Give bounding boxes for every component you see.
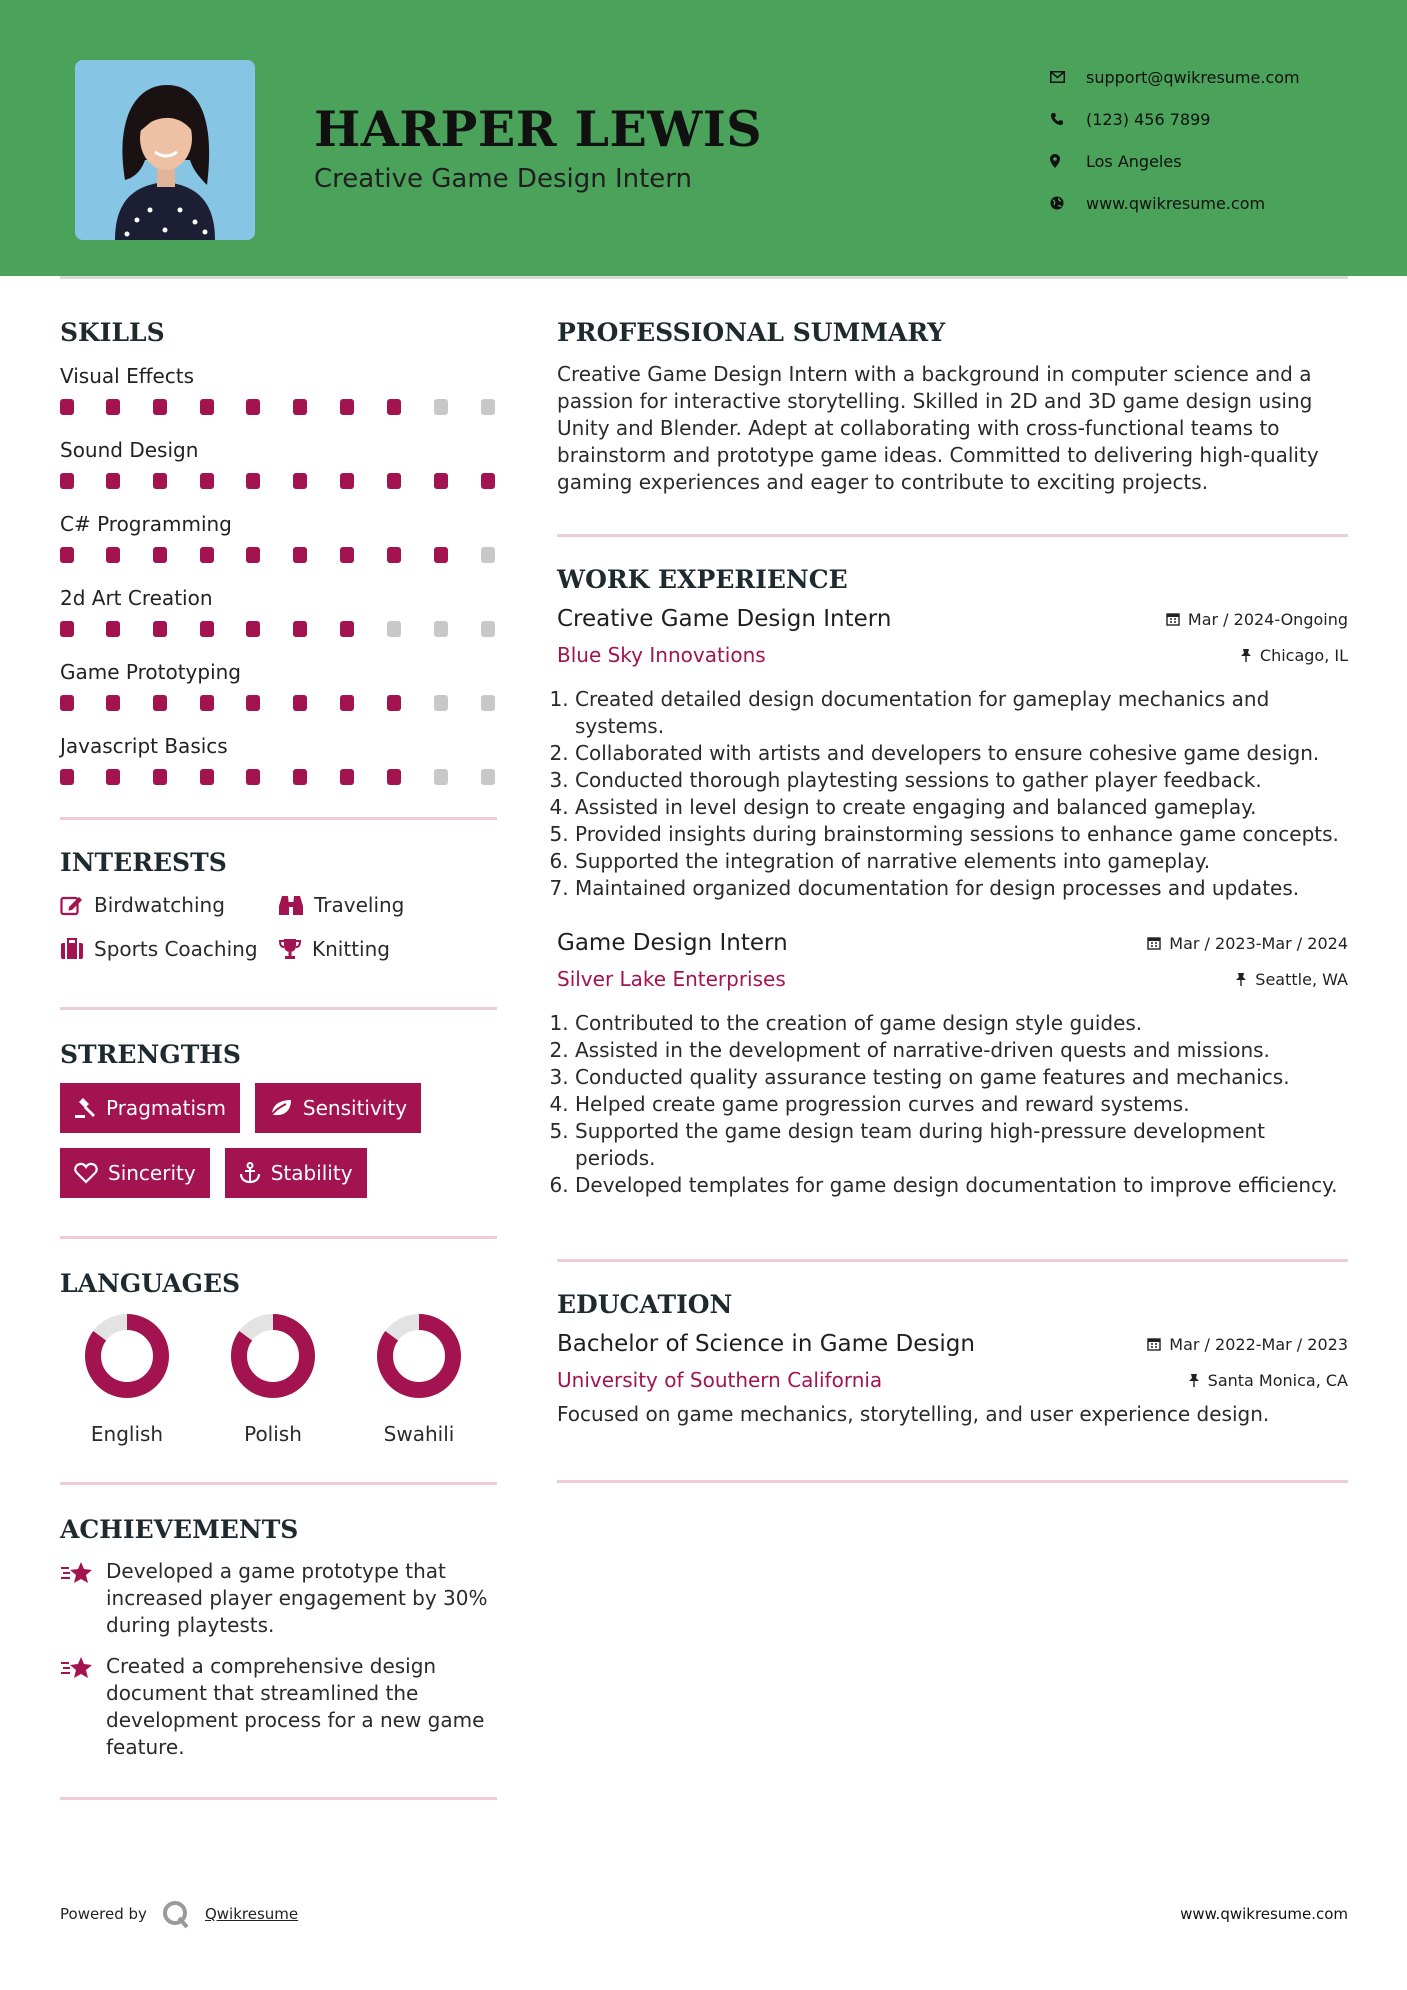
skill-item	[60, 657, 497, 731]
rating-dot-filled	[387, 769, 401, 785]
job-dates	[1147, 934, 1348, 953]
rating-dot-empty	[481, 547, 495, 563]
skill-rating	[60, 465, 497, 509]
contact-phone[interactable]	[1050, 98, 1380, 140]
rating-dot-filled	[106, 695, 120, 711]
achievement-item	[60, 1653, 497, 1761]
job-location	[1240, 646, 1348, 665]
rating-dot-filled	[106, 547, 120, 563]
rating-dot-filled	[293, 769, 307, 785]
job-entry	[557, 600, 1348, 902]
language-item	[218, 1312, 328, 1446]
job-dates	[1166, 610, 1348, 629]
job-location	[1235, 970, 1348, 989]
education-title: EDUCATION	[557, 1290, 733, 1319]
rating-dot-filled	[481, 473, 495, 489]
interest-label: Knitting	[312, 937, 390, 961]
rating-dot-filled	[246, 399, 260, 415]
duty-item: 2. Collaborated with artists and developers to ensure cohesive game design.	[575, 740, 1348, 767]
section-divider	[60, 817, 497, 820]
duty-item: 1. Contributed to the creation of game design style guides.	[575, 1010, 1348, 1037]
section-divider	[557, 1480, 1348, 1483]
rating-dot-filled	[340, 547, 354, 563]
rating-dot-filled	[153, 621, 167, 637]
rating-dot-filled	[387, 547, 401, 563]
briefcase-icon	[60, 938, 84, 960]
contact-website[interactable]	[1050, 182, 1380, 224]
rating-dot-filled	[293, 621, 307, 637]
right-column	[557, 318, 1348, 1483]
rating-dot-filled	[434, 473, 448, 489]
education-description: Focused on game mechanics, storytelling, and user experience design.	[557, 1402, 1270, 1426]
trophy-icon	[278, 938, 302, 960]
rating-dot-filled	[200, 547, 214, 563]
section-divider	[557, 1259, 1348, 1262]
skill-rating	[60, 391, 497, 435]
language-donut	[83, 1312, 171, 1400]
rating-dot-filled	[293, 473, 307, 489]
school-name: University of Southern California	[557, 1368, 883, 1392]
interest-item	[60, 891, 278, 919]
duties-list	[557, 686, 1348, 902]
skill-name: Game Prototyping	[60, 660, 242, 684]
rating-dot-filled	[60, 547, 74, 563]
contact-email[interactable]	[1050, 56, 1380, 98]
skill-item	[60, 435, 497, 509]
rating-dot-empty	[481, 621, 495, 637]
section-divider	[60, 1482, 497, 1485]
rating-dot-filled	[387, 695, 401, 711]
rating-dot-filled	[246, 621, 260, 637]
rating-dot-empty	[481, 695, 495, 711]
achievement-text: Created a comprehensive design document that streamlined the development process for a new game feature.	[106, 1654, 485, 1759]
rating-dot-filled	[246, 473, 260, 489]
duty-item: 6. Supported the integration of narrative elements into gameplay.	[575, 848, 1348, 875]
interest-item	[278, 935, 497, 963]
rating-dot-empty	[434, 695, 448, 711]
strengths-section	[60, 1040, 497, 1198]
powered-by-text: Powered by	[60, 1905, 147, 1923]
section-divider	[60, 1797, 497, 1800]
language-donut	[375, 1312, 463, 1400]
header-divider	[60, 276, 1348, 279]
rating-dot-filled	[60, 621, 74, 637]
shooting-star-icon	[60, 1560, 94, 1586]
rating-dot-filled	[106, 621, 120, 637]
strength-badge	[60, 1148, 210, 1198]
rating-dot-filled	[200, 399, 214, 415]
skills-list	[60, 361, 497, 805]
phone-icon	[1050, 112, 1086, 126]
skill-rating	[60, 539, 497, 583]
rating-dot-filled	[340, 769, 354, 785]
education-dates-text: Mar / 2022-Mar / 2023	[1169, 1334, 1348, 1354]
website-text: www.qwikresume.com	[1086, 193, 1266, 213]
job-entry	[557, 924, 1348, 1199]
anchor-icon	[239, 1162, 261, 1184]
profile-photo	[75, 60, 255, 240]
resume-header	[0, 0, 1407, 276]
rating-dot-filled	[246, 547, 260, 563]
rating-dot-filled	[293, 399, 307, 415]
map-marker-icon	[1050, 154, 1086, 168]
brand-link[interactable]: Qwikresume	[204, 1905, 299, 1923]
skill-rating	[60, 613, 497, 657]
duty-item: 7. Maintained organized documentation for design processes and updates.	[575, 875, 1348, 902]
heart-icon	[74, 1162, 98, 1184]
skill-name: Sound Design	[60, 438, 199, 462]
interest-item	[278, 891, 497, 919]
language-item	[364, 1312, 474, 1446]
binoculars-icon	[278, 894, 304, 916]
duty-item: 5. Supported the game design team during high-pressure development periods.	[575, 1118, 1348, 1172]
shooting-star-icon	[60, 1655, 94, 1681]
envelope-icon	[1050, 71, 1086, 83]
interests-title: INTERESTS	[60, 848, 227, 877]
languages-title: LANGUAGES	[60, 1269, 241, 1298]
skill-item	[60, 731, 497, 805]
duty-item: 3. Conducted quality assurance testing on game features and mechanics.	[575, 1064, 1348, 1091]
rating-dot-filled	[340, 399, 354, 415]
strength-label: Stability	[270, 1161, 353, 1185]
experience-section	[557, 565, 1348, 1199]
skills-section	[60, 318, 497, 805]
rating-dot-filled	[106, 473, 120, 489]
interest-label: Sports Coaching	[94, 937, 258, 961]
qwikresume-logo-icon	[161, 1899, 191, 1929]
rating-dot-filled	[60, 473, 74, 489]
gavel-icon	[74, 1097, 96, 1119]
duties-list	[557, 1010, 1348, 1199]
rating-dot-filled	[106, 399, 120, 415]
language-name: Swahili	[383, 1422, 455, 1446]
rating-dot-filled	[153, 695, 167, 711]
footer	[60, 1896, 1348, 1932]
languages-list	[60, 1312, 497, 1446]
strengths-list	[60, 1083, 497, 1198]
left-column	[60, 318, 497, 1800]
location-text: Los Angeles	[1086, 151, 1182, 171]
achievement-item	[60, 1558, 497, 1639]
rating-dot-filled	[60, 695, 74, 711]
rating-dot-filled	[340, 695, 354, 711]
strength-label: Sincerity	[108, 1161, 196, 1185]
strengths-title: STRENGTHS	[60, 1040, 241, 1069]
achievements-title: ACHIEVEMENTS	[60, 1515, 299, 1544]
strength-label: Sensitivity	[302, 1096, 408, 1120]
leaf-icon	[269, 1098, 293, 1118]
language-name: Polish	[244, 1422, 302, 1446]
experience-title: WORK EXPERIENCE	[557, 565, 848, 594]
calendar-icon	[1166, 612, 1180, 626]
language-name: English	[90, 1422, 164, 1446]
skill-item	[60, 361, 497, 435]
rating-dot-filled	[153, 473, 167, 489]
education-location	[1188, 1371, 1348, 1390]
rating-dot-filled	[340, 473, 354, 489]
language-item	[72, 1312, 182, 1446]
rating-dot-empty	[387, 621, 401, 637]
calendar-icon	[1147, 1337, 1161, 1351]
section-divider	[557, 534, 1348, 537]
rating-dot-filled	[60, 769, 74, 785]
job-role: Creative Game Design Intern	[557, 606, 892, 632]
footer-url[interactable]: www.qwikresume.com	[1180, 1905, 1348, 1923]
edit-icon	[60, 894, 84, 916]
duty-item: 5. Provided insights during brainstorming sessions to enhance game concepts.	[575, 821, 1348, 848]
company-name: Silver Lake Enterprises	[557, 967, 786, 991]
languages-section	[60, 1269, 497, 1446]
duty-item: 4. Helped create game progression curves and reward systems.	[575, 1091, 1348, 1118]
rating-dot-filled	[387, 473, 401, 489]
pushpin-icon	[1235, 972, 1247, 986]
rating-dot-filled	[153, 547, 167, 563]
rating-dot-filled	[293, 695, 307, 711]
contact-list	[1050, 56, 1380, 224]
achievements-section	[60, 1515, 497, 1761]
duty-item: 1. Created detailed design documentation for gameplay mechanics and systems.	[575, 686, 1348, 740]
rating-dot-filled	[200, 695, 214, 711]
skill-rating	[60, 687, 497, 731]
skill-rating	[60, 761, 497, 805]
rating-dot-empty	[481, 399, 495, 415]
job-location-text: Seattle, WA	[1255, 969, 1348, 989]
section-divider	[60, 1007, 497, 1010]
rating-dot-empty	[481, 769, 495, 785]
interest-item	[60, 935, 278, 963]
skills-title: SKILLS	[60, 318, 165, 347]
strength-badge	[60, 1083, 240, 1133]
rating-dot-empty	[434, 769, 448, 785]
job-role: Game Design Intern	[557, 930, 788, 956]
rating-dot-filled	[340, 621, 354, 637]
rating-dot-filled	[246, 769, 260, 785]
job-dates-text: Mar / 2024-Ongoing	[1187, 609, 1348, 629]
strength-label: Pragmatism	[106, 1096, 226, 1120]
rating-dot-empty	[434, 399, 448, 415]
rating-dot-filled	[153, 399, 167, 415]
contact-location	[1050, 140, 1380, 182]
interest-label: Traveling	[314, 893, 405, 917]
phone-text: (123) 456 7899	[1086, 109, 1211, 129]
education-location-text: Santa Monica, CA	[1207, 1370, 1348, 1390]
rating-dot-filled	[106, 769, 120, 785]
skill-name: Javascript Basics	[60, 734, 228, 758]
summary-title: PROFESSIONAL SUMMARY	[557, 318, 946, 347]
rating-dot-filled	[434, 547, 448, 563]
rating-dot-filled	[200, 621, 214, 637]
rating-dot-filled	[60, 399, 74, 415]
job-location-text: Chicago, IL	[1259, 645, 1348, 665]
rating-dot-filled	[200, 769, 214, 785]
duty-item: 2. Assisted in the development of narrative-driven quests and missions.	[575, 1037, 1348, 1064]
skill-name: C# Programming	[60, 512, 232, 536]
rating-dot-filled	[200, 473, 214, 489]
achievement-text: Developed a game prototype that increased player engagement by 30% during playtests.	[106, 1559, 488, 1637]
interests-section	[60, 848, 497, 963]
language-donut	[229, 1312, 317, 1400]
pushpin-icon	[1240, 648, 1252, 662]
rating-dot-filled	[293, 547, 307, 563]
education-section	[557, 1290, 1348, 1428]
degree-name: Bachelor of Science in Game Design	[557, 1331, 975, 1357]
skill-item	[60, 509, 497, 583]
powered-by	[60, 1899, 298, 1929]
strength-badge	[225, 1148, 367, 1198]
candidate-name: HARPER LEWIS	[314, 100, 763, 158]
job-dates-text: Mar / 2023-Mar / 2024	[1169, 933, 1348, 953]
summary-section	[557, 318, 1348, 496]
summary-text: Creative Game Design Intern with a background in computer science and a passion for interactive storytelling. Skilled in 2D and 3D game design using Unity and Blender. Adept at collaborating with cross-functional teams to brainstorm and prototype game ideas. Committed to delivering high-quality gaming experiences and eager to contribute to exciting projects.	[557, 362, 1319, 494]
skill-name: 2d Art Creation	[60, 586, 213, 610]
section-divider	[60, 1236, 497, 1239]
rating-dot-filled	[153, 769, 167, 785]
duty-item: 6. Developed templates for game design documentation to improve efficiency.	[575, 1172, 1348, 1199]
rating-dot-filled	[387, 399, 401, 415]
company-name: Blue Sky Innovations	[557, 643, 766, 667]
interests-list	[60, 891, 497, 963]
email-text: support@qwikresume.com	[1086, 67, 1300, 87]
skill-item	[60, 583, 497, 657]
calendar-icon	[1147, 936, 1161, 950]
rating-dot-empty	[434, 621, 448, 637]
interest-label: Birdwatching	[94, 893, 225, 917]
rating-dot-filled	[246, 695, 260, 711]
skill-name: Visual Effects	[60, 364, 195, 388]
strength-badge	[255, 1083, 421, 1133]
candidate-title: Creative Game Design Intern	[314, 164, 693, 194]
education-dates	[1147, 1335, 1348, 1354]
pushpin-icon	[1188, 1373, 1200, 1387]
duty-item: 4. Assisted in level design to create engaging and balanced gameplay.	[575, 794, 1348, 821]
duty-item: 3. Conducted thorough playtesting sessions to gather player feedback.	[575, 767, 1348, 794]
globe-icon	[1050, 196, 1086, 210]
